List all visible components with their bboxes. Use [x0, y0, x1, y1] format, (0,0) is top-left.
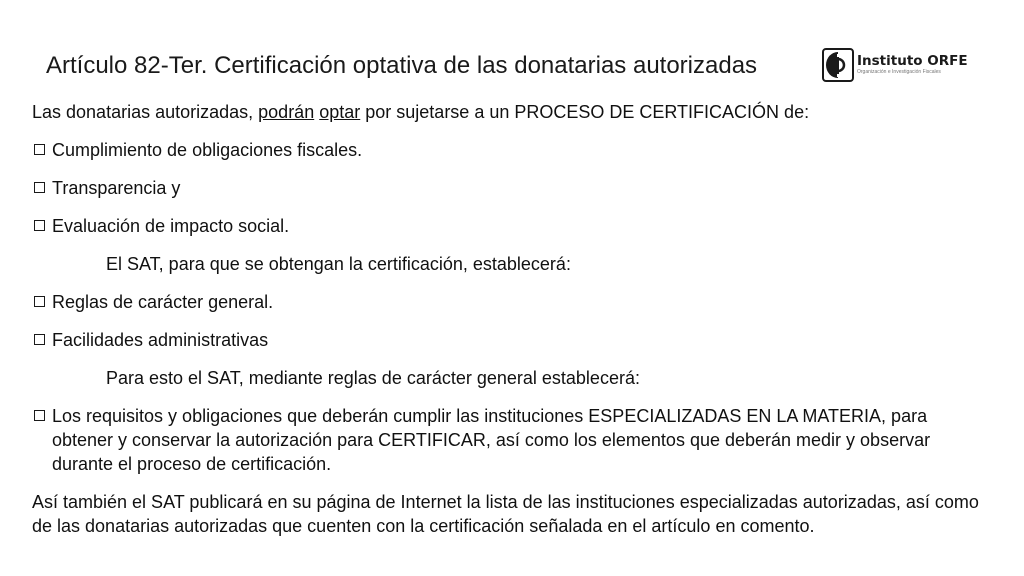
- list-item: Facilidades administrativas: [32, 328, 992, 352]
- list-item: Evaluación de impacto social.: [32, 214, 992, 238]
- orfe-logo-icon: [822, 48, 854, 82]
- logo-subtitle: Organización e Investigación Fiscales: [857, 69, 941, 76]
- checkbox-bullet-icon: [34, 182, 45, 193]
- list-item: Cumplimiento de obligaciones fiscales.: [32, 138, 992, 162]
- sat-intro-text: El SAT, para que se obtengan la certificación, establecerá:: [106, 254, 571, 274]
- checkbox-bullet-icon: [34, 296, 45, 307]
- list-item: Transparencia y: [32, 176, 992, 200]
- closing-paragraph: Así también el SAT publicará en su página de Internet la lista de las instituciones especializadas autorizadas, así como de las donatarias autorizadas que cuenten con la certificación señalada en el artículo en comento.: [32, 492, 979, 536]
- underlined-podran: podrán: [258, 102, 315, 122]
- checkbox-bullet-icon: [34, 144, 45, 155]
- page-title: Artículo 82-Ter. Certificación optativa de las donatarias autorizadas: [46, 52, 758, 79]
- underlined-optar: optar: [319, 102, 361, 122]
- checkbox-bullet-icon: [34, 410, 45, 421]
- checkbox-bullet-icon: [34, 334, 45, 345]
- logo-name: Instituto ORFE: [857, 52, 968, 69]
- slide-content: [32, 100, 992, 538]
- list-item: Los requisitos y obligaciones que deberán cumplir las instituciones ESPECIALIZADAS EN LA MATERIA, para obtener y conservar la autorización para CERTIFICAR, así como los elementos que deberán medir y observar durante el proceso de certificación.: [32, 404, 992, 476]
- intro-paragraph: Las donatarias autorizadas, podrán optar por sujetarse a un PROCESO DE CERTIFICACIÓN de:: [32, 102, 810, 122]
- checkbox-bullet-icon: [34, 220, 45, 231]
- list-item: Reglas de carácter general.: [32, 290, 992, 314]
- sat-rules-text: Para esto el SAT, mediante reglas de carácter general establecerá:: [106, 368, 640, 388]
- logo: [822, 48, 968, 82]
